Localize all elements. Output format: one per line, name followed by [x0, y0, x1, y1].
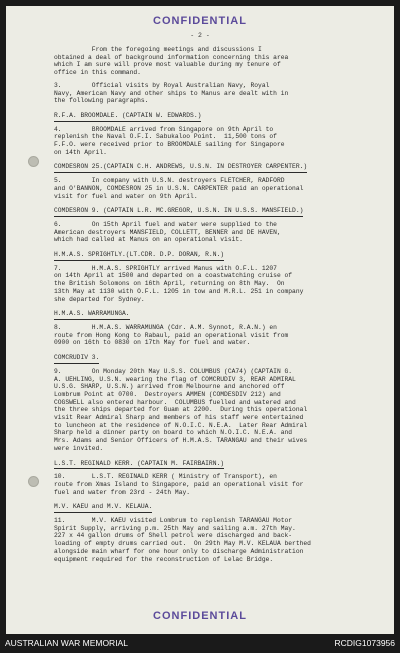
archive-name: AUSTRALIAN WAR MEMORIAL	[5, 638, 128, 648]
section-heading: COMDESRON 9. (CAPTAIN L.R. MC.GREGOR, U.S.N. IN U.S.S. MANSFIELD.)	[54, 207, 303, 217]
section-heading: H.M.A.S. SPRIGHTLY.(LT.CDR. D.P. DORAN, R.N.)	[54, 251, 224, 261]
confidential-stamp-top: CONFIDENTIAL	[153, 15, 247, 27]
paragraph: 11. M.V. KAEU visited Lombrum to replenish TARANGAU Motor Spirit Supply, arriving p.m. 25th May and sailing a.m. 27th May. 227 x 44 gallon drums of Shell petrol were discharged and back- loading of empty drums carried out. On 29th May M.V. KELAUA berthed alongside main wharf for one hour only to discharge Administration equipment required for the reconstruction of Lelac Bridge.	[54, 517, 311, 563]
section-heading: COMDESRON 25.(CAPTAIN C.H. ANDREWS, U.S.N. IN DESTROYER CARPENTER.)	[54, 163, 307, 173]
paragraph: 8. H.M.A.S. WARRAMUNGA (Cdr. A.M. Synnot, R.A.N.) en route from Hong Kong to Rabaul, paid an operational visit from 0900 on 16th to 0830 on 17th May for fuel and water.	[54, 323, 289, 347]
paragraph: 4. BROOMDALE arrived from Singapore on 9th April to replenish the Naval O.F.I. Sabukaloo Point. 11,500 tons of F.F.O. were received prior to BROOMDALE sailing for Singapore on 14th April.	[54, 125, 285, 156]
document-page	[6, 6, 394, 634]
punch-hole-icon	[28, 476, 39, 487]
archive-reference: RCDIG1073956	[334, 638, 395, 648]
paragraph: 10. L.S.T. REGINALD KERR ( Ministry of Transport), en route from Xmas Island to Singapore, paid an operational visit for fuel and water from 23rd - 24th May.	[54, 473, 304, 496]
paragraph: 6. On 15th April fuel and water were supplied to the American destroyers MANSFIELD, COLLETT, BENNER and DE HAVEN, which had called at Manus on an operational visit.	[54, 220, 281, 244]
section-heading: COMCRUDIV 3.	[54, 354, 99, 364]
paragraph: 9. On Monday 20th May U.S.S. COLUMBUS (CA74) (CAPTAIN G. A. UEHLING, U.S.N. wearing the flag of COMCRUDIV 3, REAR ADMIRAL U.S.G. SHARP, U.S.N.) arrived from Melbourne and anchored off Lombrum Point at 0700. Destroyers AMMEN (COMDESDIV 212) and COGSWELL also entered harbour. COLUMBUS fuelled and watered and the three ships departed for Guam at 2200. During this operational visit Rear Admiral Sharp and members of his staff were entertained to luncheon at the residence of N.O.I.C. N.E.A. Later Rear Admiral Sharp held a dinner party on board to which N.O.I.C. N.E.A. and Mrs. Adams and Senior Officers of H.M.A.S. TARANGAU and their wives were invited.	[54, 367, 308, 452]
paragraph: 7. H.M.A.S. SPRIGHTLY arrived Manus with O.F.L. 1207 on 14th April at 1500 and departed on a coastwatching cruise of the British Solomons on 16th April, returning on 8th May. On 13th May at 1130 with O.F.L. 1205 in tow and M.R.L. 251 in company she departed for Sydney.	[54, 264, 304, 303]
page-number: - 2 -	[190, 32, 210, 39]
confidential-stamp-bottom: CONFIDENTIAL	[153, 610, 247, 622]
section-heading: H.M.A.S. WARRAMUNGA.	[54, 310, 130, 320]
document-body	[54, 46, 384, 568]
archive-footer	[0, 634, 400, 653]
paragraph: From the foregoing meetings and discussions I obtained a deal of background information concerning this area which I am sure will prove most valuable during my tenure of office in this command.	[54, 46, 289, 77]
paragraph: 3. Official visits by Royal Australian Navy, Royal Navy, American Navy and other ships to Manus are dealt with in the following paragraphs.	[54, 81, 289, 105]
paragraph: 5. In company with U.S.N. destroyers FLETCHER, RADFORD and O'BANNON, COMDESRON 25 in U.S.N. CARPENTER paid an operational visit for fuel and water on 9th April.	[54, 177, 304, 200]
section-heading: M.V. KAEU and M.V. KELAUA.	[54, 503, 152, 513]
section-heading: R.F.A. BROOMDALE. (CAPTAIN W. EDWARDS.)	[54, 112, 201, 122]
section-heading: L.S.T. REGINALD KERR. (CAPTAIN M. FAIRBAIRN.)	[54, 460, 224, 470]
punch-hole-icon	[28, 156, 39, 167]
